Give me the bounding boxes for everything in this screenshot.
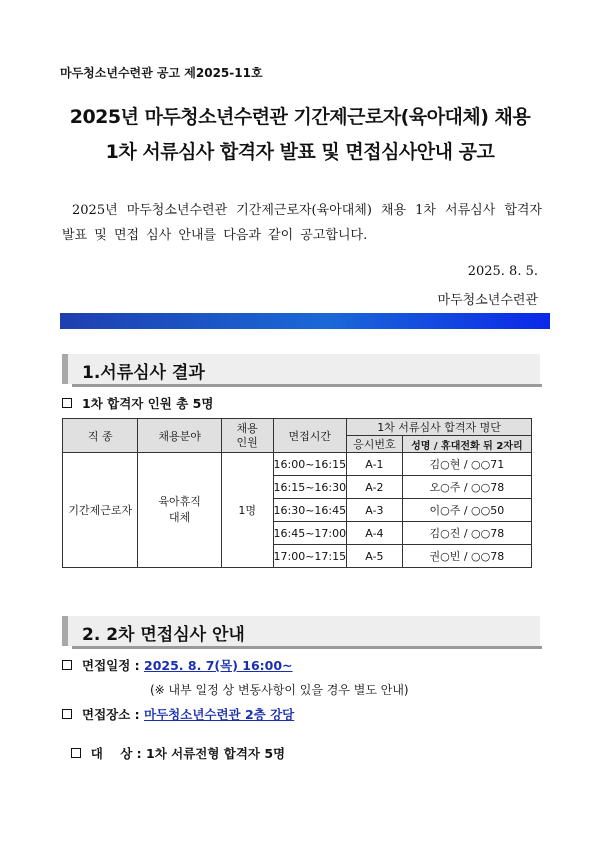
header-exam-number: 응시번호 [347, 436, 403, 453]
place-label: 면접장소 : [82, 707, 140, 722]
organization-name: 마두청소년수련관 [437, 293, 538, 308]
cell-job: 기간제근로자 [63, 453, 138, 568]
schedule-label: 면접일정 : [82, 658, 140, 673]
checkbox-bullet-icon [62, 398, 72, 408]
table-row-name: 김○진 / ○○78 [402, 522, 531, 545]
table-row-exam: A-2 [347, 476, 403, 499]
schedule-value: 2025. 8. 7(목) 16:00~ [144, 658, 293, 673]
gradient-banner [60, 313, 550, 329]
passers-count-line [62, 394, 213, 412]
title-line-1: 2025년 마두청소년수련관 기간제근로자(육아대체) 채용 [69, 106, 531, 128]
table-row-time: 16:15~16:30 [273, 476, 347, 499]
table-row-exam: A-5 [347, 545, 403, 568]
cell-count: 1명 [221, 453, 273, 568]
cell-field: 육아휴직 대체 [138, 453, 221, 568]
interview-schedule-line [62, 656, 293, 674]
table-row-name: 권○빈 / ○○78 [402, 545, 531, 568]
table-row-name: 김○현 / ○○71 [402, 453, 531, 476]
table-row-time: 16:45~17:00 [273, 522, 347, 545]
interview-place-line [62, 705, 294, 723]
passers-count: 1차 합격자 인원 총 5명 [82, 396, 214, 411]
section-2-header [62, 616, 540, 646]
header-field: 채용분야 [138, 419, 221, 453]
section-1-title: 1.서류심사 결과 [82, 363, 205, 383]
target-label: 대 상 : [90, 746, 142, 761]
table-row-time: 16:00~16:15 [273, 453, 347, 476]
results-table [62, 418, 532, 568]
announcement-date: 2025. 8. 5. [467, 264, 538, 279]
section-1-header [62, 354, 540, 384]
schedule-note: (※ 내부 일정 상 변동사항이 있을 경우 별도 안내) [150, 683, 409, 697]
interview-target-line [62, 729, 285, 762]
table-row-time: 17:00~17:15 [273, 545, 347, 568]
table-row-name: 이○주 / ○○50 [402, 499, 531, 522]
header-name-phone: 성명 / 휴대전화 뒤 2자리 [402, 436, 531, 453]
header-count: 채용 인원 [221, 419, 273, 453]
place-value: 마두청소년수련관 2층 강당 [144, 707, 295, 722]
target-value: 1차 서류전형 합격자 5명 [146, 746, 286, 761]
header-time: 면접시간 [273, 419, 347, 453]
intro-paragraph: 2025년 마두청소년수련관 기간제근로자(육아대체) 채용 1차 서류심사 합격자 발표 및 면접 심사 안내를 다음과 같이 공고합니다. [62, 203, 542, 243]
header-group: 1차 서류심사 합격자 명단 [347, 419, 532, 436]
checkbox-bullet-icon [62, 660, 72, 670]
table-row-name: 오○주 / ○○78 [402, 476, 531, 499]
notice-number: 마두청소년수련관 공고 제2025-11호 [60, 66, 263, 80]
table-row-time: 16:30~16:45 [273, 499, 347, 522]
table-row-exam: A-3 [347, 499, 403, 522]
section-2-title: 2. 2차 면접심사 안내 [82, 625, 245, 645]
title-line-2: 1차 서류심사 합격자 발표 및 면접심사안내 공고 [105, 141, 495, 163]
table-row-exam: A-4 [347, 522, 403, 545]
checkbox-bullet-icon [71, 748, 81, 758]
header-job: 직 종 [63, 419, 138, 453]
table-row-exam: A-1 [347, 453, 403, 476]
checkbox-bullet-icon [62, 709, 72, 719]
